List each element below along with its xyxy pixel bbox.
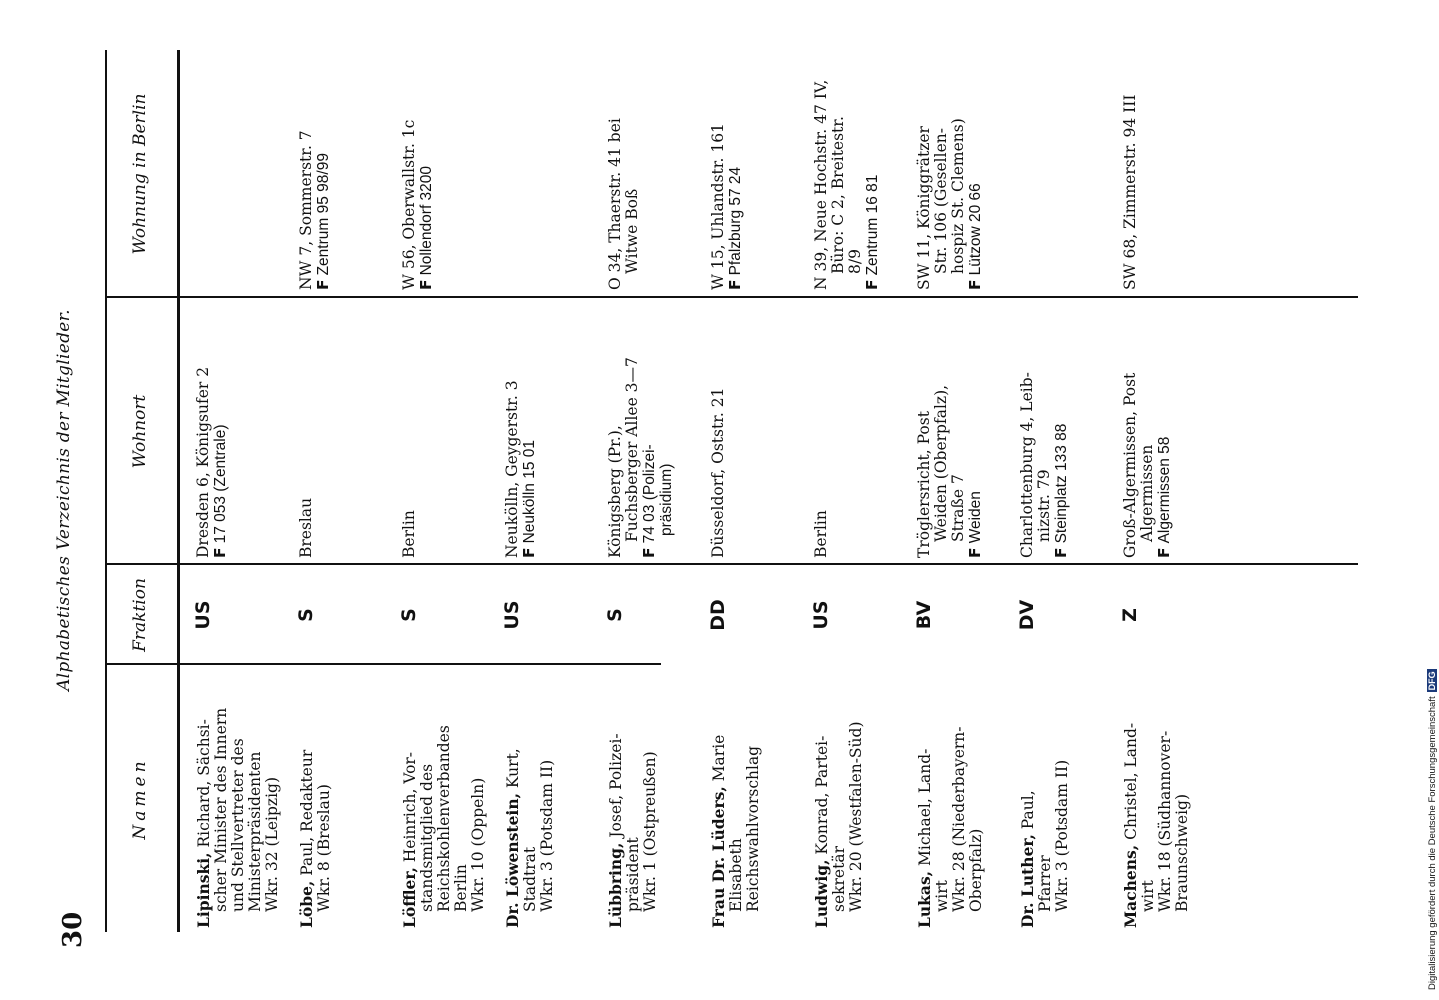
wohnung-telephone (864, 54, 881, 290)
telephone-number: 17 053 (Zentrale) (212, 424, 229, 544)
telephone-number: Lützow 20 66 (967, 183, 984, 276)
table-row (1016, 0, 1114, 1000)
wohnort-line: Straße 7 (949, 474, 967, 542)
member-surname: Frau Dr. Lüders, (709, 786, 728, 928)
wohnort-line: Charlottenburg 4, Leib- (1018, 372, 1036, 558)
member-name-detail: wirt (933, 880, 951, 912)
member-name-cell (401, 668, 487, 928)
table-row (501, 0, 599, 1000)
wohnort-telephone (212, 303, 229, 558)
wohnort-line: Groß-Algermissen, Post (1121, 372, 1139, 558)
page-number: 30 (58, 911, 88, 948)
column-header-wohnung: Wohnung in Berlin (130, 93, 150, 255)
wohnung-cell (916, 54, 984, 290)
telephone-number: Zentrum 95 98/99 (315, 153, 332, 276)
member-name-detail: Wkr. 28 (Niederbayern- (950, 726, 968, 912)
member-name-detail: Marie (710, 734, 728, 782)
wohnung-cell (813, 54, 881, 290)
member-name-detail: Berlin (452, 864, 470, 912)
member-name-cell (1019, 668, 1071, 928)
telephone-icon: F (863, 279, 881, 290)
fraktion-cell: BV (913, 600, 935, 630)
member-surname: Lipinski, (194, 852, 213, 928)
wohnung-line: O 34, Thaerstr. 41 bei (606, 118, 624, 290)
telephone-number: Pfalzburg 57 24 (727, 166, 744, 276)
member-name-cell (1122, 668, 1191, 928)
wohnort-line: Tröglersricht, Post (915, 411, 933, 558)
member-name-detail: Wkr. 3 (Potsdam II) (1053, 759, 1071, 912)
telephone-number: Zentrum 16 81 (864, 174, 881, 276)
wohnort-cell (298, 303, 315, 558)
member-table-body (192, 0, 1225, 1000)
wohnort-telephone (1053, 303, 1070, 558)
member-name-detail: und Stellvertreter des (229, 738, 247, 912)
member-name-detail: Christel, Land- (1122, 722, 1140, 840)
wohnort-cell (607, 303, 675, 558)
wohnort-cell (916, 303, 984, 558)
table-row (604, 0, 702, 1000)
member-name-detail: Wkr. 20 (Westfalen-Süd) (847, 721, 865, 912)
wohnort-telephone (1156, 303, 1173, 558)
telephone-icon: F (417, 279, 435, 290)
member-surname: Lübbring, (606, 842, 625, 928)
wohnung-telephone (418, 54, 435, 290)
member-name-line (916, 668, 934, 928)
wohnort-cell (401, 303, 418, 558)
telephone-icon: F (966, 279, 984, 290)
table-row (192, 0, 290, 1000)
member-name-detail: Kurt, (504, 748, 522, 789)
member-surname: Lukas, (915, 870, 934, 928)
wohnung-line: Str. 106 (Gesellen- (932, 128, 950, 274)
telephone-icon: F (726, 279, 744, 290)
fraktion-cell: DV (1016, 599, 1038, 631)
wohnort-line: nizstr. 79 (1035, 469, 1053, 542)
telephone-number: 74 03 (Polizei- (641, 444, 658, 544)
member-name-cell (298, 668, 333, 928)
table-row (707, 0, 805, 1000)
fraktion-cell: US (501, 600, 523, 630)
member-name-detail: Reichswahlvorschlag (744, 745, 762, 912)
telephone-icon: F (314, 279, 332, 290)
member-surname: Dr. Luther, (1018, 834, 1037, 928)
wohnort-cell (504, 303, 538, 558)
fraktion-cell: DD (707, 599, 729, 631)
fraktion-cell: Z (1119, 608, 1141, 622)
member-name-detail: präsident (624, 837, 642, 912)
wohnort-line: Berlin (400, 510, 418, 558)
member-name-detail: Richard, Sächsi- (195, 719, 213, 848)
wohnung-cell (1122, 54, 1139, 290)
wohnort-telephone (967, 303, 984, 558)
member-name-line (710, 668, 728, 928)
member-name-cell (195, 668, 281, 928)
telephone-icon: F (1052, 547, 1070, 558)
member-name-detail: Paul, (1019, 790, 1037, 830)
member-surname: Dr. Löwenstein, (503, 793, 522, 928)
wohnung-telephone (727, 54, 744, 290)
member-name-cell (504, 668, 556, 928)
fraktion-cell: US (192, 600, 214, 630)
member-name-detail: Pfarrer (1036, 855, 1054, 912)
member-name-detail: standsmitglied des (418, 763, 436, 912)
wohnort-line: Berlin (812, 510, 830, 558)
telephone-icon: F (211, 547, 229, 558)
wohnort-line: Düsseldorf, Oststr. 21 (709, 387, 727, 558)
wohnung-cell (298, 54, 332, 290)
wohnung-line: W 56, Oberwallstr. 1c (400, 119, 418, 290)
member-name-detail: scher Minister des Innern (212, 707, 230, 912)
table-row (398, 0, 496, 1000)
member-surname: Ludwig, (812, 859, 831, 928)
member-name-cell (813, 668, 865, 928)
member-name-line (813, 668, 831, 928)
table-row (1119, 0, 1217, 1000)
telephone-icon: F (1155, 547, 1173, 558)
fraktion-cell: S (295, 608, 317, 622)
member-name-line (298, 668, 316, 928)
wohnung-cell (710, 54, 744, 290)
member-name-detail: Heinrich, Vor- (401, 751, 419, 863)
table-top-rule (105, 50, 107, 932)
table-row (913, 0, 1011, 1000)
wohnort-cell (195, 303, 229, 558)
wohnort-line: Algermissen (1138, 444, 1156, 542)
telephone-number: Neukölln 15 01 (521, 439, 538, 544)
wohnung-telephone (967, 54, 984, 290)
wohnung-line: N 39, Neue Hochstr. 47 IV, (812, 79, 830, 290)
wohnort-cell (1122, 303, 1173, 558)
member-name-detail: Wkr. 8 (Breslau) (315, 784, 333, 912)
wohnort-cell (1019, 303, 1070, 558)
wohnung-line: 8/9 (846, 249, 864, 274)
wohnort-line: Fuchsberger Allee 3—7 (623, 357, 641, 542)
member-name-detail: Wkr. 3 (Potsdam II) (538, 759, 556, 912)
member-name-line (1019, 668, 1037, 928)
wohnung-line: hospiz St. Clemens) (949, 118, 967, 274)
digitization-note-text: Digitalisierung gefördert durch die Deutsche Forschungsgemeinschaft (1427, 696, 1438, 990)
wohnort-line: Weiden (Oberpfalz), (932, 384, 950, 542)
member-surname: Löffler, (400, 867, 419, 928)
table-header-rule (177, 50, 180, 932)
telephone-icon: F (520, 547, 538, 558)
member-surname: Machens, (1121, 844, 1140, 928)
telephone-icon: F (966, 547, 984, 558)
member-name-detail: Wkr. 32 (Leipzig) (263, 776, 281, 912)
member-name-detail: Josef, Polizei- (607, 733, 625, 838)
column-header-namen: Namen (130, 757, 150, 840)
wohnung-line: Witwe Boß (623, 188, 641, 274)
wohnort-cell (813, 303, 830, 558)
telephone-number-continued: präsidium) (658, 463, 675, 536)
member-name-detail: Michael, Land- (916, 748, 934, 866)
wohnort-cell (710, 303, 727, 558)
member-name-detail: sekretär (830, 846, 848, 912)
wohnort-line: Breslau (297, 497, 315, 558)
column-header-fraktion: Fraktion (130, 578, 150, 652)
member-name-line (607, 668, 625, 928)
column-header-wohnort: Wohnort (130, 394, 150, 469)
member-name-cell (607, 668, 659, 928)
member-name-detail: Wkr. 10 (Oppeln) (469, 777, 487, 912)
member-name-detail: Wkr. 18 (Südhannover- (1156, 730, 1174, 912)
dfg-logo: DFG (1427, 671, 1437, 691)
member-name-detail: Ministerpräsidenten (246, 751, 264, 912)
member-name-cell (916, 668, 985, 928)
member-name-line (1122, 668, 1140, 928)
wohnort-line: Neukölln, Geygerstr. 3 (503, 380, 521, 558)
member-name-detail: wirt (1139, 880, 1157, 912)
member-name-line (195, 668, 213, 928)
wohnort-line: Dresden 6, Königsufer 2 (194, 366, 212, 558)
wohnung-line: Büro: C 2, Breitestr. (829, 116, 847, 274)
table-row (295, 0, 393, 1000)
member-name-detail: Wkr. 1 (Ostpreußen) (641, 751, 659, 912)
page-title: Alphabetisches Verzeichnis der Mitglieder. (54, 309, 74, 691)
wohnung-line: NW 7, Sommerstr. 7 (297, 130, 315, 290)
wohnung-cell (401, 54, 435, 290)
fraktion-cell: S (604, 608, 626, 622)
member-name-detail: Stadtrat (521, 846, 539, 912)
member-name-line (504, 668, 522, 928)
telephone-icon: F (640, 547, 658, 558)
member-name-detail: Konrad, Partei- (813, 735, 831, 855)
wohnung-cell (607, 54, 641, 290)
member-name-detail: Braunschweig) (1173, 794, 1191, 912)
member-surname: Löbe, (297, 880, 316, 928)
telephone-number: Algermissen 58 (1156, 436, 1173, 544)
fraktion-cell: US (810, 600, 832, 630)
wohnort-telephone (641, 303, 658, 558)
telephone-number: Nollendorf 3200 (418, 165, 435, 276)
wohnort-telephone (521, 303, 538, 558)
member-name-cell (710, 668, 762, 928)
wohnung-line: SW 68, Zimmerstr. 94 III (1121, 94, 1139, 290)
member-name-line (401, 668, 419, 928)
telephone-number: Steinplatz 133 88 (1053, 423, 1070, 544)
digitization-note (1427, 10, 1439, 990)
member-name-detail: Elisabeth (727, 838, 745, 912)
member-name-detail: Reichskohlenverbandes (435, 725, 453, 912)
telephone-number: Weiden (967, 491, 984, 544)
wohnung-line: SW 11, Königgrätzer (915, 126, 933, 290)
fraktion-cell: S (398, 608, 420, 622)
wohnort-line: Königsberg (Pr.), (606, 425, 624, 558)
member-name-detail: Paul, Redakteur (298, 749, 316, 876)
table-row (810, 0, 908, 1000)
wohnung-telephone (315, 54, 332, 290)
wohnung-line: W 15, Uhlandstr. 161 (709, 123, 727, 290)
member-name-detail: Oberpfalz) (967, 828, 985, 912)
